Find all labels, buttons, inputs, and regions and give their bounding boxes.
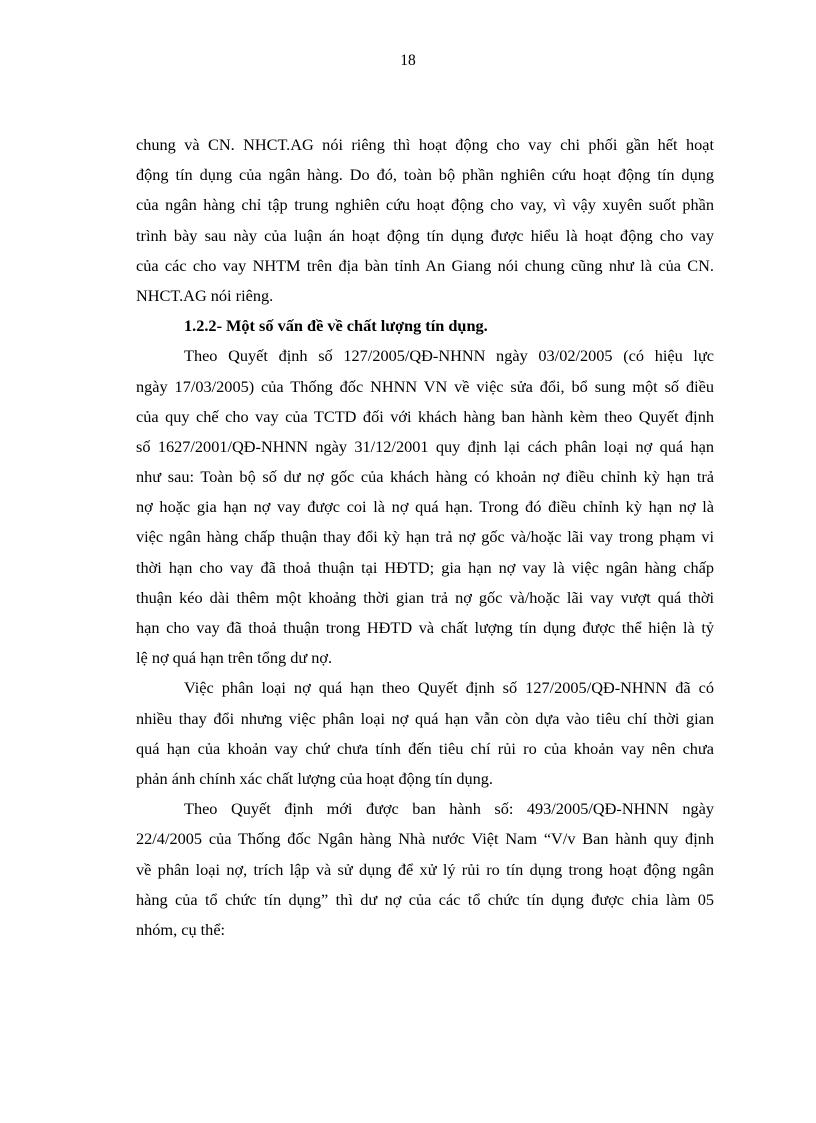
text-line: Theo Quyết định mới được ban hành số: 493/2005/QĐ-NHNN ngày [184,799,714,819]
text-line: như sau: Toàn bộ số dư nợ gốc của khách hàng có khoản nợ điều chỉnh kỳ hạn trả [136,467,714,487]
text-line: nợ hoặc gia hạn nợ vay được coi là nợ quá hạn. Trong đó điều chỉnh kỳ hạn nợ là [136,497,714,517]
text-line: trình bày sau này của luận án hoạt động tín dụng được hiểu là hoạt động cho vay [136,225,714,245]
text-line: hạn cho vay đã thoả thuận trong HĐTD và chất lượng tín dụng được thể hiện là tỷ [136,618,714,637]
text-line: số 1627/2001/QĐ-NHNN ngày 31/12/2001 quy định lại cách phân loại nợ quá hạn [136,436,714,456]
paragraph-decision-127 [136,341,714,673]
paragraph-continuation [136,130,714,311]
text-line: ngày 17/03/2005) của Thống đốc NHNN VN về việc sửa đổi, bổ sung một số điều [136,376,714,396]
text-line: NHCT.AG nói riêng. [136,285,274,305]
text-line: Việc phân loại nợ quá hạn theo Quyết định số 127/2005/QĐ-NHNN đã có [184,678,714,698]
text-line: nhiều thay đổi nhưng việc phân loại nợ quá hạn vẫn còn dựa vào tiêu chí thời gian [136,708,714,728]
text-line: của quy chế cho vay của TCTD đối với khách hàng ban hành kèm theo Quyết định [136,406,714,426]
paragraph-classification [136,673,714,794]
text-line: hàng của tổ chức tín dụng” thì dư nợ của các tổ chức tín dụng được chia làm 05 [136,889,714,909]
text-line: nhóm, cụ thể: [136,919,226,939]
text-line: phản ánh chính xác chất lượng của hoạt động tín dụng. [136,768,493,788]
paragraph-decision-493 [136,794,714,945]
page-number: 18 [400,52,416,69]
section-heading: 1.2.2- Một số vấn đề về chất lượng tín dụng. [184,316,488,336]
body-text [136,130,714,945]
text-line: về phân loại nợ, trích lập và sử dụng để xử lý rủi ro tín dụng trong hoạt động ngân [136,859,714,879]
text-line: thuận kéo dài thêm một khoảng thời gian trả nợ gốc và/hoặc lãi vay vượt quá thời [136,587,714,607]
text-line: động tín dụng của ngân hàng. Do đó, toàn bộ phần nghiên cứu hoạt động tín dụng [136,165,714,185]
text-line: lệ nợ quá hạn trên tổng dư nợ. [136,648,333,668]
text-line: của các cho vay NHTM trên địa bàn tỉnh An Giang nói chung cũng như là của CN. [136,255,714,275]
text-line: chung và CN. NHCT.AG nói riêng thì hoạt động cho vay chi phối gần hết hoạt [136,135,714,154]
text-line: quá hạn của khoản vay chứ chưa tính đến tiêu chí rủi ro của khoản vay nên chưa [136,738,714,758]
text-line: Theo Quyết định số 127/2005/QĐ-NHNN ngày 03/02/2005 (có hiệu lực [184,346,714,366]
text-line: 22/4/2005 của Thống đốc Ngân hàng Nhà nước Việt Nam “V/v Ban hành quy định [136,829,714,849]
text-line: của ngân hàng chỉ tập trung nghiên cứu hoạt động cho vay, vì vậy xuyên suốt phần [136,195,714,215]
text-line: việc ngân hàng chấp thuận thay đổi kỳ hạn trả nợ gốc và/hoặc lãi vay trong phạm vi [136,527,714,547]
text-line: thời hạn cho vay đã thoả thuận tại HĐTD; gia hạn nợ vay là việc ngân hàng chấp [136,557,714,577]
